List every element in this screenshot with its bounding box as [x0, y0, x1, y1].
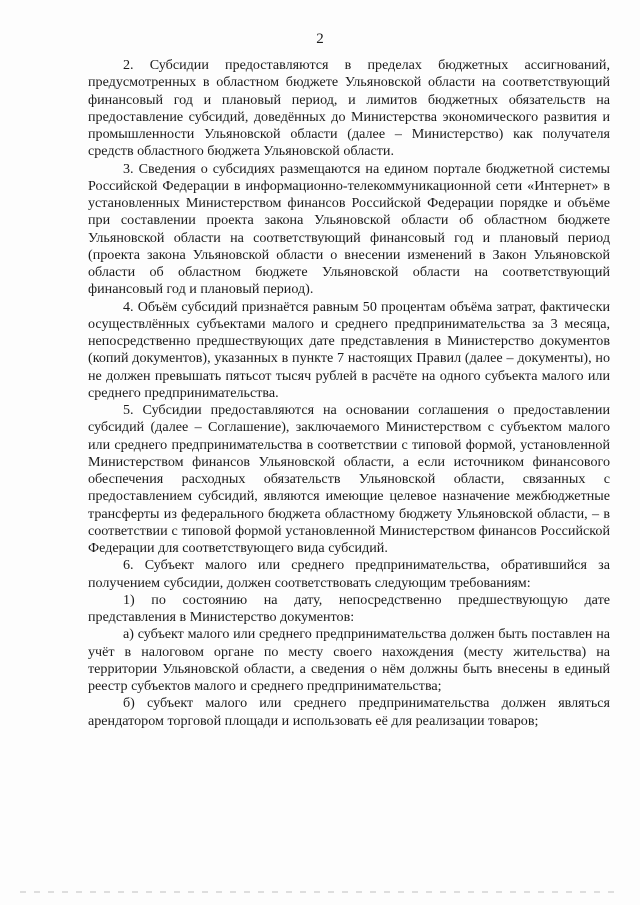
page-number: 2: [316, 31, 324, 47]
paragraph-2-subsidies-limits: 2. Субсидии предоставляются в пределах бюджетных ассигнований, предусмотренных в областном бюджете Ульяновской области на соответствующий финансовый год и плановый период, и лимитов бюджетных обязательств на предоставление субсидий, доведённых до Министерства экономического развития и промышленности Ульяновской области (далее – Министерство) как получателя средств областного бюджета Ульяновской области.: [88, 57, 610, 160]
paragraph-6-1-a-registration: а) субъект малого или среднего предпринимательства должен быть поставлен на учёт в налоговом органе по месту своего нахождения (месту жительства) на территории Ульяновской области, а сведения о нём должны быть внесены в единый реестр субъектов малого и среднего предпринимательства;: [88, 626, 610, 694]
paragraph-6-1-b-tenant: б) субъект малого или среднего предпринимательства должен являться арендатором торговой площади и использовать её для реализации товаров;: [88, 695, 610, 729]
paragraph-6-requirements: 6. Субъект малого или среднего предпринимательства, обратившийся за получением субсидии, должен соответствовать следующим требованиям:: [88, 557, 610, 591]
scan-edge-artifact: [20, 891, 620, 893]
paragraph-5-agreement: 5. Субсидии предоставляются на основании соглашения о предоставлении субсидий (далее – Соглашение), заключаемого Министерством с субъектом малого или среднего предпринимательства в соответствии с типовой формой, установленной Министерством финансов Ульяновской области, а если источником финансового обеспечения расходных обязательств Ульяновской области, связанных с предоставлением субсидий, являются имеющие целевое назначение межбюджетные трансферты из федерального бюджета областному бюджету Ульяновской области, – в соответствии с типовой формой установленной Министерством финансов Российской Федерации для соответствующего вида субсидий.: [88, 402, 610, 556]
paragraph-3-subsidy-info: 3. Сведения о субсидиях размещаются на едином портале бюджетной системы Российской Федерации в информационно-телекоммуникационной сети «Интернет» в установленных Министерством финансов Российской Федерации порядке и объёме при составлении проекта закона Ульяновской области об областном бюджете Ульяновской области на соответствующий финансовый год и плановый период (проекта закона Ульяновской области о внесении изменений в Закон Ульяновской области об областном бюджете Ульяновской области на соответствующий финансовый год и плановый период).: [88, 160, 610, 298]
paragraph-6-1-date-condition: 1) по состоянию на дату, непосредственно предшествующую дате представления в Министерство документов:: [88, 591, 610, 625]
document-body: [88, 57, 610, 730]
paragraph-4-subsidy-amount: 4. Объём субсидий признаётся равным 50 процентам объёма затрат, фактически осуществлённых субъектами малого и среднего предпринимательства за 3 месяца, непосредственно предшествующих дате представления в Министерство документов (копий документов), указанных в пункте 7 настоящих Правил (далее – документы), но не должен превышать пятьсот тысяч рублей в расчёте на одного субъекта малого или среднего предпринимательства.: [88, 298, 610, 401]
